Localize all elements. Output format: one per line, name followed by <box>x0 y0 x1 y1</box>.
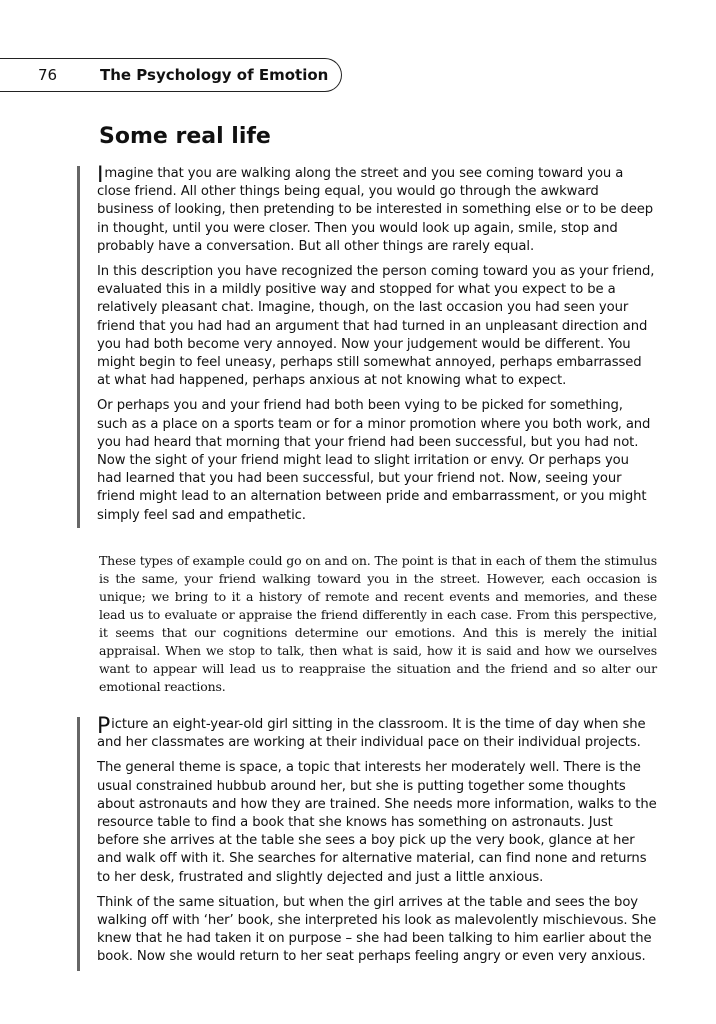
example-box-friend <box>97 165 657 525</box>
box-paragraph: In this description you have recognized the person coming toward you as your friend, evaluated this in a mildly positive way and stopped for what you expect to be a relatively pleasant chat. Imagine, though, on the last occasion you had seen your friend that you had had an argument that had turned in an unpleasant direction and you had both become very annoyed. Now your judgement would be different. You might begin to feel uneasy, perhaps still somewhat annoyed, perhaps embarrassed at what had happened, perhaps anxious at not knowing what to expect. <box>97 264 655 389</box>
box-paragraph <box>97 165 657 256</box>
box-paragraph: Think of the same situation, but when the girl arrives at the table and sees the boy walking off with ‘her’ book, she interpreted his look as malevolently mischievous. She knew that he had taken it on purpose – she had been talking to him earlier about the book. Now she would return to her seat perhaps feeling angry or even very anxious. <box>97 894 657 965</box>
drop-cap: I <box>97 163 104 188</box>
paragraph-text: magine that you are walking along the street and you see coming toward you a close friend. All other things being equal, you would go through the awkward business of looking, then pretending to be interested in something else or to be deep in thought, until you were closer. Then you would look up again, smile, stop and probably have a conversation. But all other things are rarely equal. <box>97 166 654 254</box>
box-paragraph <box>97 716 657 752</box>
box-left-rule <box>77 166 80 528</box>
running-title: The Psychology of Emotion <box>100 66 329 84</box>
drop-cap: P <box>97 714 111 739</box>
example-box-classroom <box>97 716 657 967</box>
page-number: 76 <box>38 66 58 84</box>
section-heading: Some real life <box>99 124 271 149</box>
paragraph-text: icture an eight-year-old girl sitting in the classroom. It is the time of day when she and her classmates are working at their individual pace on their individual projects. <box>97 717 646 751</box>
box-paragraph: Or perhaps you and your friend had both been vying to be picked for something, such as a place on a sports team or for a minor promotion where you both work, and you had heard that morning that your friend had been successful, but you had not. Now the sight of your friend might lead to slight irritation or envy. Or perhaps you had learned that you had been successful, but your friend not. Now, seeing your friend might lead to an alternation between pride and embarrassment, or you might simply feel sad and empathetic. <box>97 398 651 523</box>
box-paragraph: The general theme is space, a topic that interests her moderately well. There is the usual constrained hubbub around her, but she is putting together some thoughts about astronauts and how they are trained. She needs more information, walks to the resource table to find a book that she knows has something on astronauts. Just before she arrives at the table she sees a boy pick up the very book, glance at her and walk off with it. She searches for alternative material, can find none and returns to her desk, frustrated and slightly dejected and just a little anxious. <box>97 760 657 885</box>
box-left-rule <box>77 717 80 971</box>
body-paragraph: These types of example could go on and on. The point is that in each of them the stimulus is the same, your friend walking toward you in the street. However, each occasion is unique; we bring to it a history of remote and recent events and memories, and these lead us to evaluate or appraise the friend differently in each case. From this perspective, it seems that our cognitions determine our emotions. And this is merely the initial appraisal. When we stop to talk, then what is said, how it is said and how we ourselves want to appear will lead us to reappraise the situation and the friend and so alter our emotional reactions. <box>99 553 657 694</box>
